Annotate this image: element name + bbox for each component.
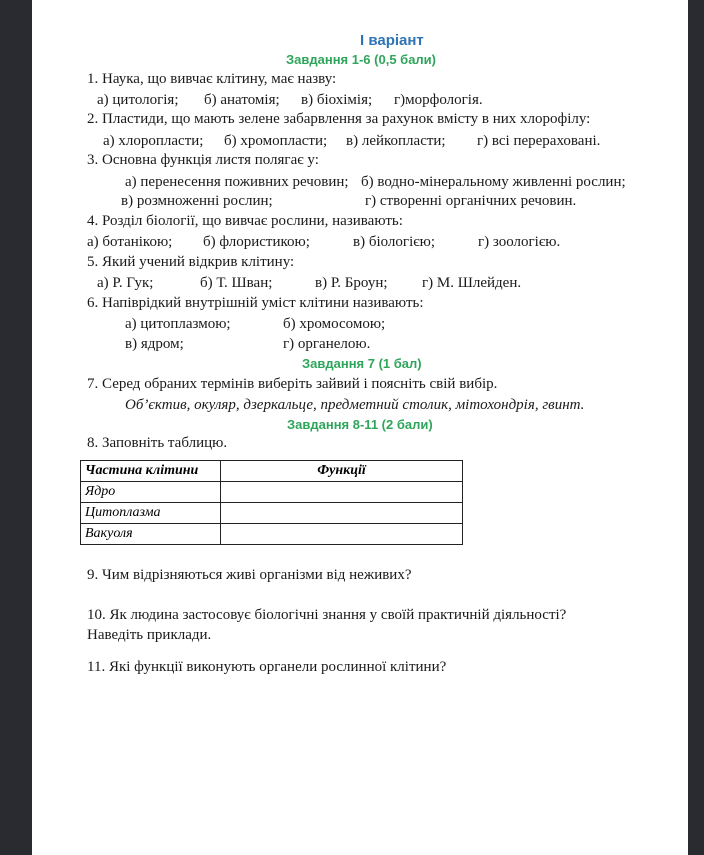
q3-option-a: а) перенесення поживних речовин; bbox=[125, 174, 349, 190]
question-6: 6. Напіврідкий внутрішній уміст клітини називають: bbox=[87, 295, 424, 311]
q1-option-c: в) біохімія; bbox=[301, 92, 373, 108]
q6-option-d: г) органелою. bbox=[283, 336, 371, 352]
q7-terms: Об’єктив, окуляр, дзеркальце, предметний столик, мітохондрія, гвинт. bbox=[125, 397, 585, 413]
function-cell bbox=[221, 524, 463, 545]
function-cell bbox=[221, 503, 463, 524]
q4-option-a: а) ботанікою; bbox=[87, 234, 173, 250]
table-header-row bbox=[81, 461, 463, 482]
q5-option-c: в) Р. Броун; bbox=[315, 275, 388, 291]
q2-option-c: в) лейкопласти; bbox=[346, 133, 446, 149]
question-11: 11. Які функції виконують органели рослинної клітини? bbox=[87, 659, 447, 675]
q1-option-b: б) анатомія; bbox=[204, 92, 280, 108]
question-5: 5. Який учений відкрив клітину: bbox=[87, 254, 295, 270]
q3-option-b: б) водно-мінеральному живленні рослин; bbox=[361, 174, 626, 190]
q1-option-a: а) цитологія; bbox=[97, 92, 179, 108]
cell-parts-table bbox=[80, 460, 463, 545]
q6-option-a: а) цитоплазмою; bbox=[125, 316, 231, 332]
q6-option-b: б) хромосомою; bbox=[283, 316, 386, 332]
header-cell-part: Частина клітини bbox=[81, 461, 221, 482]
q4-option-d: г) зоологією. bbox=[478, 234, 561, 250]
document-page bbox=[32, 0, 688, 855]
row-label: Вакуоля bbox=[81, 524, 221, 545]
row-label: Ядро bbox=[81, 482, 221, 503]
header-cell-function: Функції bbox=[221, 461, 463, 482]
table-row bbox=[81, 524, 463, 545]
section-heading-1-6: Завдання 1-6 (0,5 бали) bbox=[286, 52, 437, 67]
question-8: 8. Заповніть таблицю. bbox=[87, 435, 228, 451]
q3-option-c: в) розмноженні рослин; bbox=[121, 193, 273, 209]
function-cell bbox=[221, 482, 463, 503]
q5-option-d: г) М. Шлейден. bbox=[422, 275, 522, 291]
question-10-continued: Наведіть приклади. bbox=[87, 627, 212, 643]
question-9: 9. Чим відрізняються живі організми від неживих? bbox=[87, 567, 412, 583]
q3-option-d: г) створенні органічних речовин. bbox=[365, 193, 577, 209]
q2-option-a: а) хлоропласти; bbox=[103, 133, 204, 149]
question-10: 10. Як людина застосовує біологічні знання у своїй практичній діяльності? bbox=[87, 607, 567, 623]
q2-option-d: г) всі перераховані. bbox=[477, 133, 601, 149]
variant-title: I варіант bbox=[360, 32, 424, 49]
question-4: 4. Розділ біології, що вивчає рослини, називають: bbox=[87, 213, 403, 229]
section-heading-7: Завдання 7 (1 бал) bbox=[302, 356, 422, 371]
q6-option-c: в) ядром; bbox=[125, 336, 184, 352]
row-label: Цитоплазма bbox=[81, 503, 221, 524]
question-3: 3. Основна функція листя полягає у: bbox=[87, 152, 319, 168]
question-7: 7. Серед обраних термінів виберіть зайвий і поясніть свій вибір. bbox=[87, 376, 498, 392]
question-1: 1. Наука, що вивчає клітину, має назву: bbox=[87, 71, 337, 87]
q2-option-b: б) хромопласти; bbox=[224, 133, 328, 149]
section-heading-8-11: Завдання 8-11 (2 бали) bbox=[287, 417, 433, 432]
q1-option-d: г)морфологія. bbox=[394, 92, 483, 108]
q4-option-c: в) біологією; bbox=[353, 234, 436, 250]
table-row bbox=[81, 503, 463, 524]
table-row bbox=[81, 482, 463, 503]
q5-option-b: б) Т. Шван; bbox=[200, 275, 273, 291]
question-2: 2. Пластиди, що мають зелене забарвлення за рахунок вмісту в них хлорофілу: bbox=[87, 111, 591, 127]
q5-option-a: а) Р. Гук; bbox=[97, 275, 154, 291]
q4-option-b: б) флористикою; bbox=[203, 234, 310, 250]
